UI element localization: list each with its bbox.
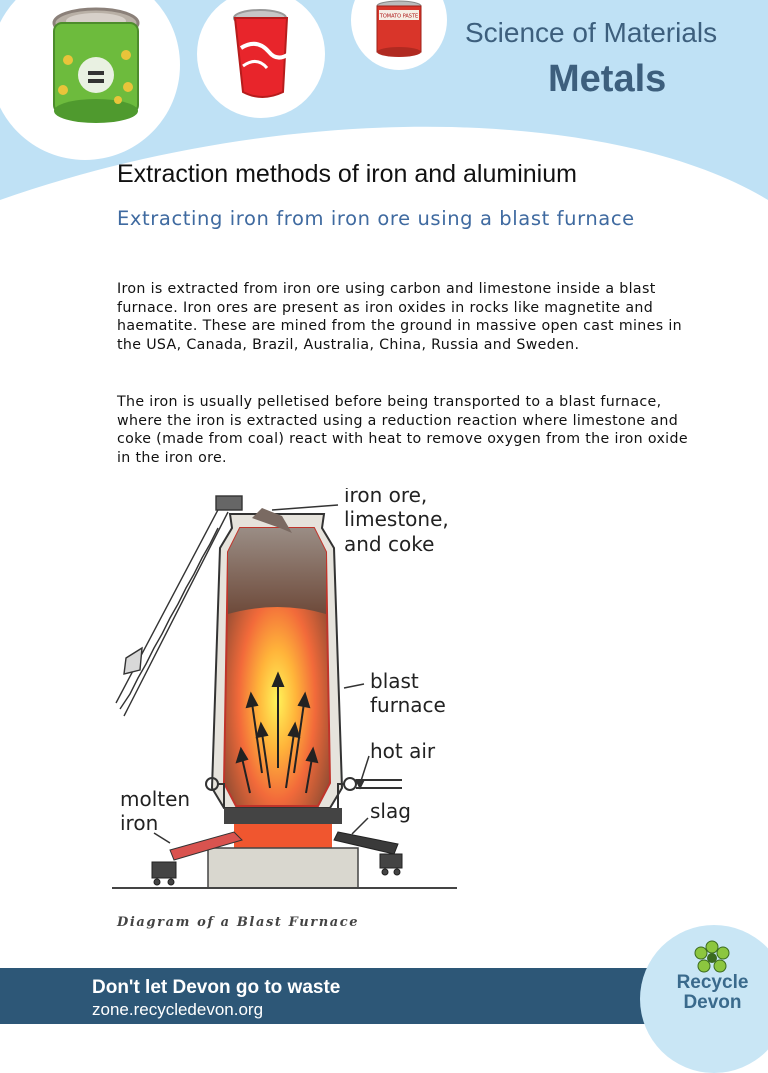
soda-can-icon [227, 8, 297, 100]
tomato-paste-can-icon [374, 0, 424, 58]
series-title: Science of Materials [465, 17, 718, 48]
logo-line-1: Recycle [676, 972, 749, 993]
blast-furnace-diagram [112, 488, 457, 900]
label-iron-ore: iron ore, [344, 488, 428, 507]
label-hot-air: hot air [370, 739, 436, 763]
page-title: Extraction methods of iron and aluminium [117, 160, 577, 188]
section-heading: Extracting iron from iron ore using a blast furnace [117, 207, 635, 230]
recycle-devon-logo[interactable] [660, 973, 765, 1013]
logo-line-2: Devon [683, 992, 742, 1013]
footer-slogan: Don't let Devon go to waste [92, 977, 341, 998]
flower-logo-icon [692, 940, 732, 976]
label-furnace: furnace [370, 693, 446, 717]
topic-title: Metals [548, 58, 667, 100]
label-coke: and coke [344, 532, 435, 556]
label-molten: molten [120, 787, 191, 811]
label-iron: iron [120, 811, 159, 835]
paragraph-1: Iron is extracted from iron ore using carbon and limestone inside a blast furnace. Iron ores are present as iron oxides in rocks like magnetite and haematite. These are mined from the ground in massive open cast mines in the USA, Canada, Brazil, Australia, China, Russia and Sweden. [117, 281, 682, 354]
paragraph-2: The iron is usually pelletised before being transported to a blast furnace, where the iron is extracted using a reduction reaction where limestone and coke (made from coal) react with heat to remove oxygen from the iron oxide in the iron ore. [117, 394, 688, 467]
tomato-can-label: TOMATO PASTE [379, 13, 419, 20]
pea-can-icon [48, 5, 148, 125]
label-slag: slag [370, 799, 411, 823]
label-limestone: limestone, [344, 507, 449, 531]
diagram-caption: Diagram of a Blast Furnace [117, 915, 360, 930]
footer-url-link[interactable]: zone.recycledevon.org [92, 1000, 264, 1019]
label-blast: blast [370, 669, 419, 693]
